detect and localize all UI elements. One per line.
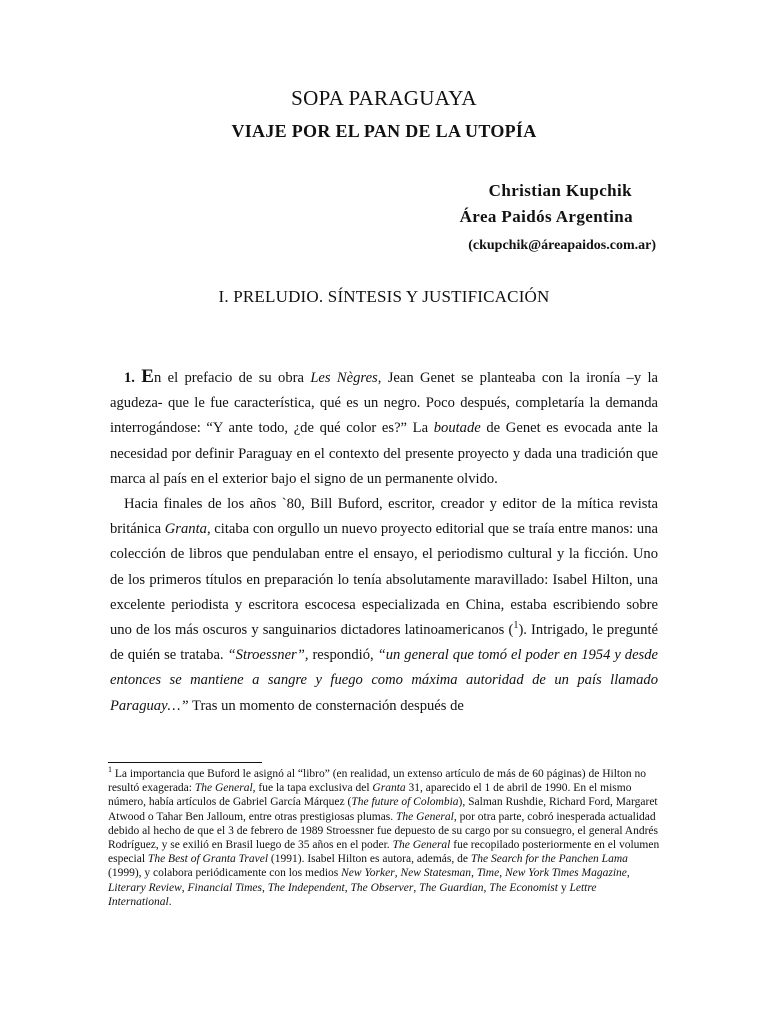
text-run: , Jean Genet se planteaba con la ironía –y la agudeza- que le fue característica, qué es un negro. Poco después, completaría la demanda interrogándose: “Y ante todo, ¿de qué color es?” La	[110, 370, 659, 437]
text-run: (1999), y colabora periódicamente con los medios	[108, 867, 342, 880]
text-run: ,	[626, 867, 630, 880]
text-run: ,	[483, 881, 490, 894]
text-run: ). Intrigado, le pregunté de quién se trataba.	[110, 622, 658, 664]
text-run: ,	[413, 881, 420, 894]
author-affiliation: Área Paidós Argentina	[459, 207, 633, 226]
paragraph-1	[110, 364, 658, 492]
text-run: ,	[394, 867, 401, 880]
text-run: , citaba con orgullo un nuevo proyecto editorial que se traía entre manos: una colección de libros que pendulaban entre el ensayo, el periodismo cultural y la ficción. Uno de los primeros títulos en preparación lo tenía absolutamente maravillado: Isabel Hilton, una excelente periodista y escritora escocesa especializada en China, estaba escribiendo sobre uno de los más oscuros y sanguinarios dictadores latinoamericanos (	[110, 521, 659, 639]
italic-title: The Guardian	[419, 881, 484, 894]
footnote-number: 1	[108, 765, 113, 775]
paragraph-number: 1.	[124, 370, 135, 386]
quote: “un general que tomó el poder en 1954 y desde entonces se mantiene a sangre y fuego como máxima autoridad de un país llamado Paraguay…”	[110, 647, 658, 714]
document-title: SOPA PARAGUAYA	[291, 86, 477, 110]
footnote-1	[108, 767, 660, 909]
text-run: ,	[344, 881, 351, 894]
text-run: ,	[471, 867, 477, 880]
text-run: fue recopilado posteriormente en el volumen especial	[108, 839, 660, 866]
text-run: .	[168, 895, 172, 908]
section-heading: I. PRELUDIO. SÍNTESIS Y JUSTIFICACIÓN	[218, 287, 550, 306]
footnote-reference: 1	[513, 620, 519, 632]
text-run: , respondió,	[304, 647, 378, 664]
text-run: Hacia finales de los años `80, Bill Buford, escritor, creador y editor de la mítica revista británica	[110, 496, 658, 538]
footnote-divider	[108, 762, 262, 763]
text-run: ,	[499, 867, 505, 880]
italic-title: The Independent	[267, 881, 345, 894]
footnotes	[108, 767, 660, 909]
author-name: Christian Kupchik	[488, 181, 632, 200]
text-run: ,	[181, 881, 188, 894]
italic-title: New Statesman	[400, 867, 472, 880]
text-run: ), Salman Rushdie, Richard Ford, Margaret Atwood o Tahar Ben Jalloum, entre otras prestigiosas plumas.	[108, 796, 658, 823]
text-run: , fue la tapa exclusiva del	[252, 782, 373, 795]
italic-title: The Best of Granta Travel	[147, 853, 269, 866]
italic-term: boutade	[433, 420, 481, 437]
text-run: (1991). Isabel Hilton es autora, además, de	[268, 853, 471, 866]
document-subtitle: VIAJE POR EL PAN DE LA UTOPÍA	[231, 121, 537, 141]
italic-title: The Observer	[350, 881, 414, 894]
italic-title: Granta	[372, 782, 406, 795]
italic-title: Lettre International	[108, 881, 597, 908]
italic-title: The future of Colombia	[351, 796, 459, 809]
author-email: (ckupchik@áreapaidos.com.ar)	[468, 238, 656, 253]
italic-title: The General	[392, 839, 451, 852]
italic-title: Financial Times	[187, 881, 262, 894]
text-run: 31, aparecido el 1 de abril de 1990. En el mismo número, había artículos de Gabriel García Márquez (	[108, 782, 632, 809]
italic-title: New Yorker	[341, 867, 395, 880]
text-run: , por otra parte, cobró inesperada actualidad debido al hecho de que el 3 de febrero de 1989 Stroessner fue depuesto de su cargo por su consuegro, el general Andrés Rodríguez, y se exilió en Brasil luego de 35 años en el poder.	[108, 810, 659, 852]
text-run: ,	[261, 881, 268, 894]
drop-cap: E	[141, 366, 154, 387]
book-title: Les Nègres	[310, 370, 378, 386]
text-run: n el prefacio de su obra	[153, 370, 311, 386]
text-run: La importancia que Buford le asignó al “libro” (en realidad, un extenso artículo de más de 60 páginas) de Hilton no resultó exagerada:	[108, 768, 646, 795]
paragraph-2	[110, 492, 658, 719]
text-run: de Genet es evocada ante la necesidad por definir Paraguay en el contexto del presente proyecto y dada una tradición que marca al país en el exterior bajo el signo de un permanente olvido.	[110, 420, 658, 487]
italic-title: The General	[194, 782, 253, 795]
italic-title: The Search for the Panchen Lama	[470, 853, 628, 866]
body-text	[110, 364, 658, 719]
italic-title: The General	[396, 810, 454, 823]
text-run: y	[557, 881, 570, 894]
quote: “Stroessner”	[227, 647, 305, 664]
italic-title: Literary Review	[108, 881, 182, 894]
magazine-title: Granta	[164, 521, 207, 538]
italic-title: New York Times Magazine	[504, 867, 627, 880]
text-run: Tras un momento de consternación después de	[188, 697, 464, 714]
italic-title: Time	[476, 867, 500, 880]
italic-title: The Economist	[489, 881, 558, 894]
